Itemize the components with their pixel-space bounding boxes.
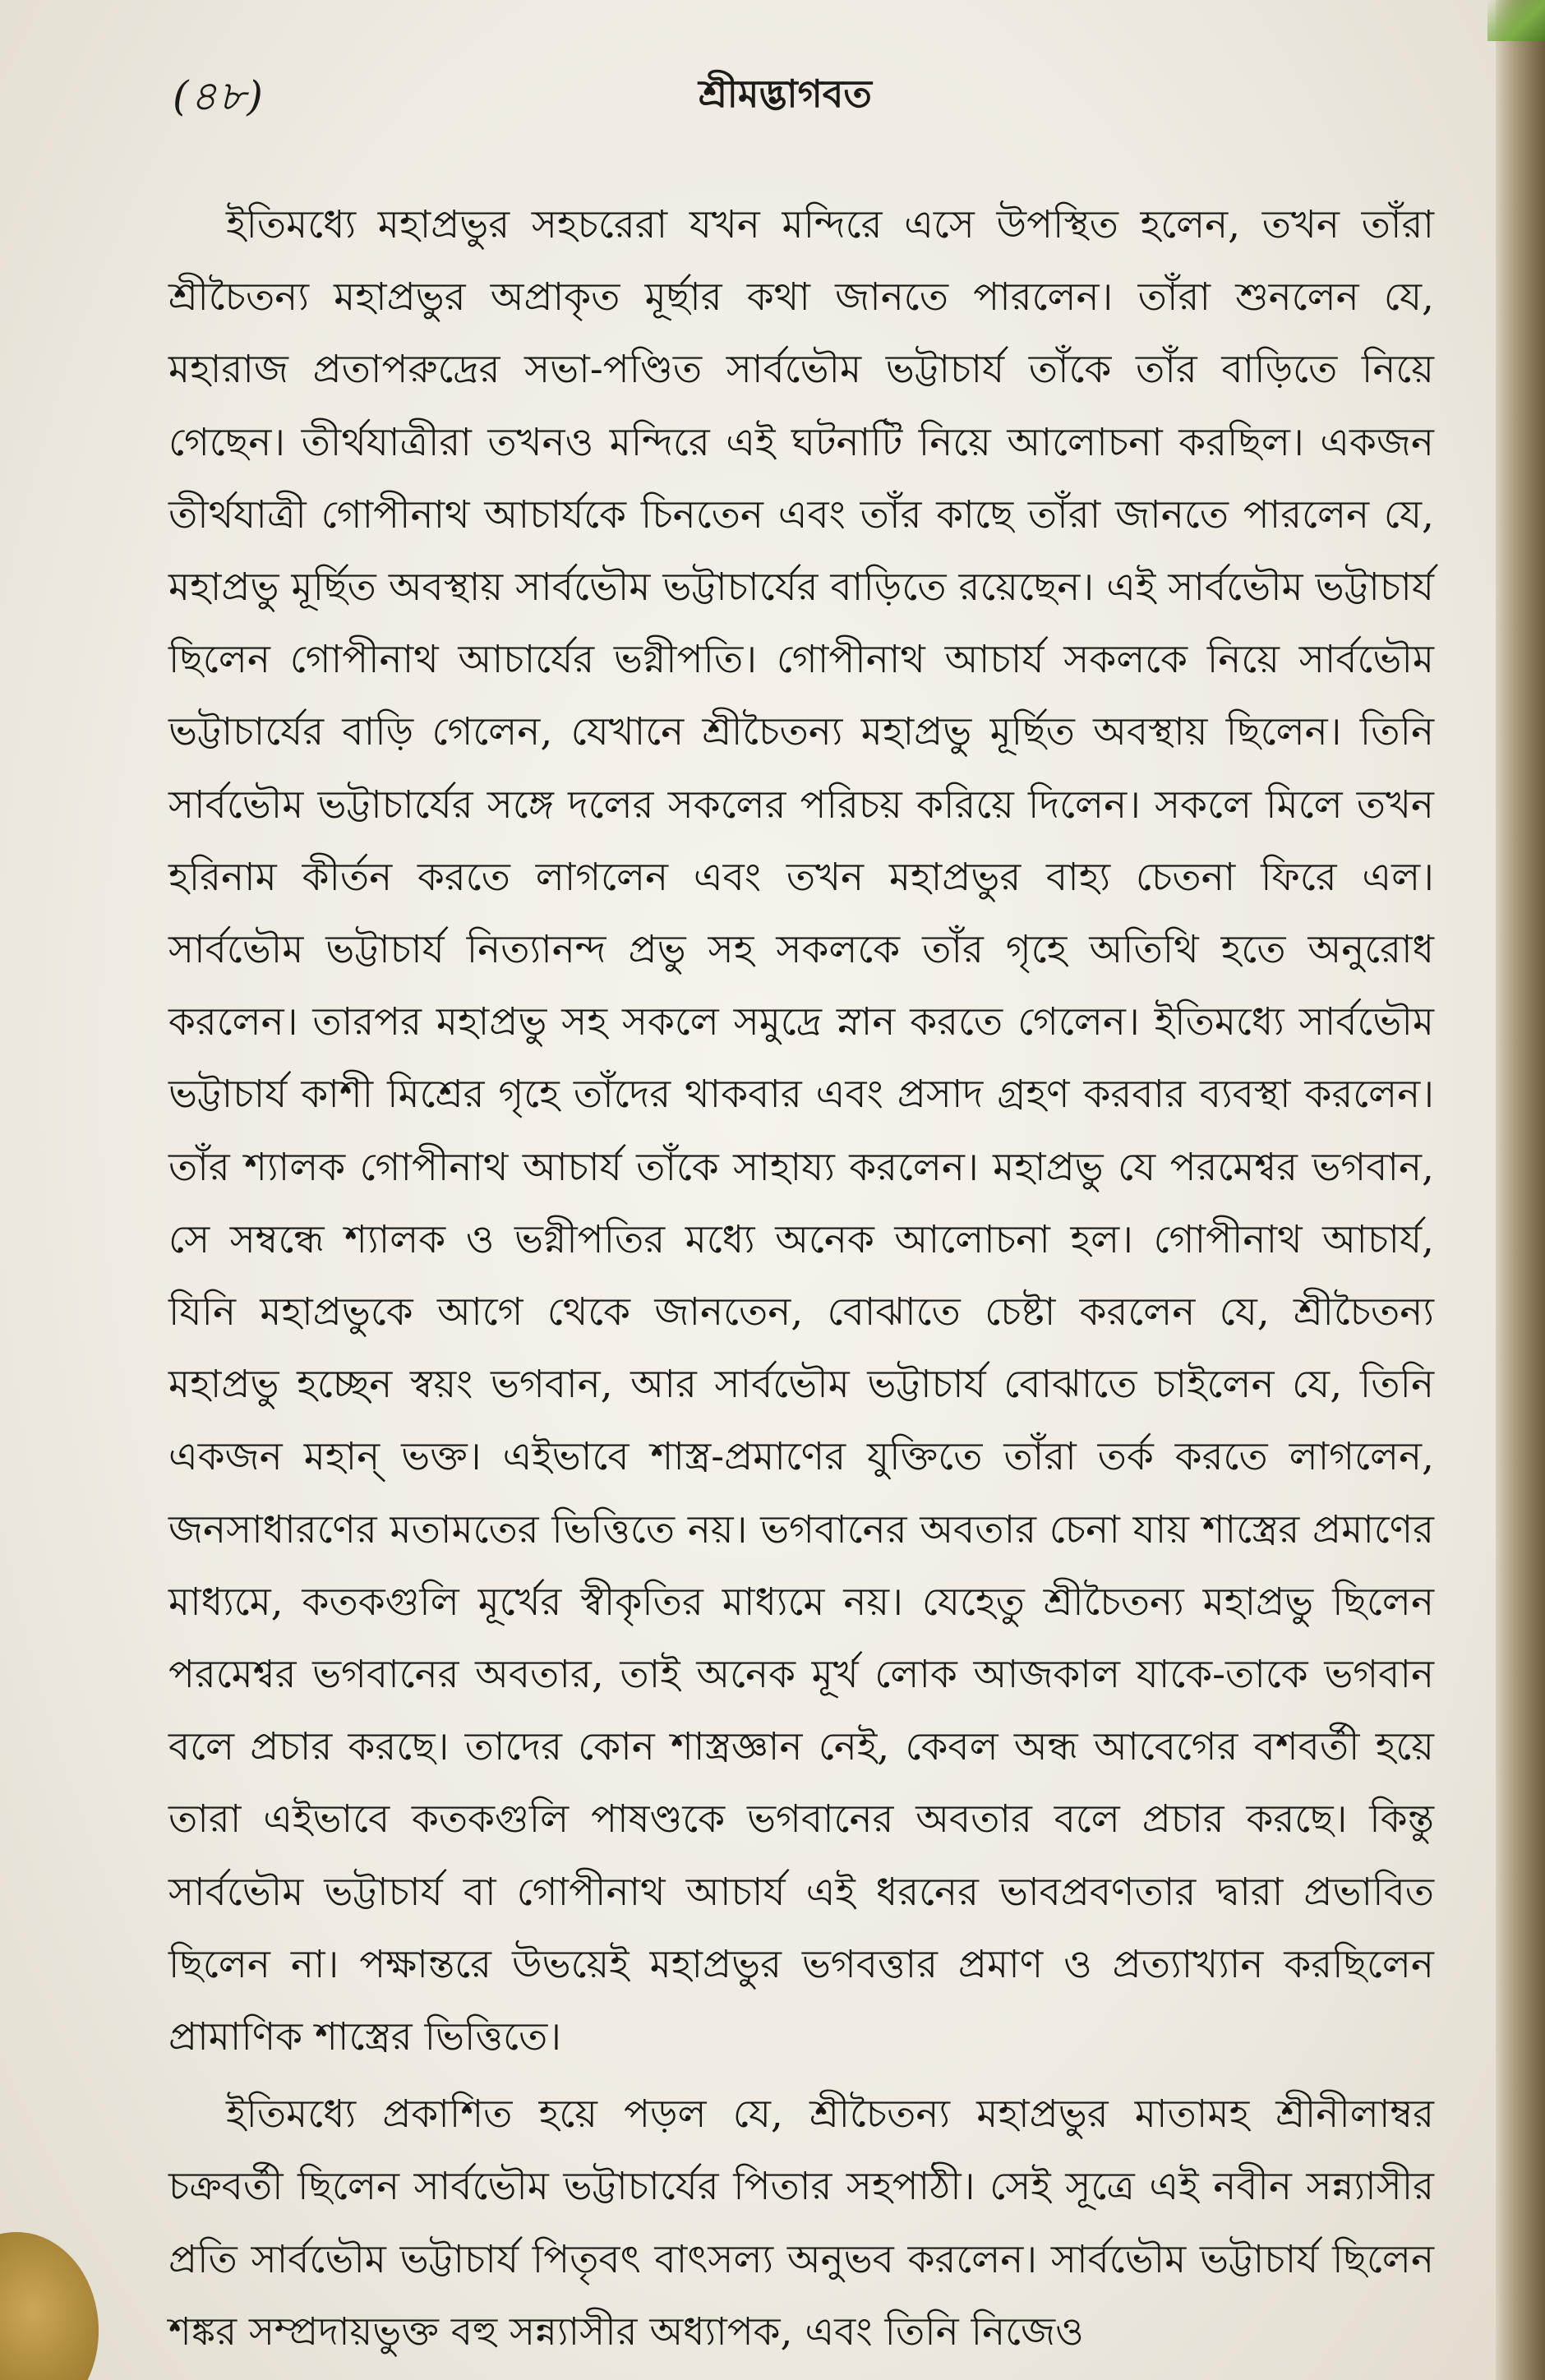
thumb-shadow — [0, 2232, 99, 2380]
page-header — [173, 66, 1422, 131]
paragraph-1: ইতিমধ্যে মহাপ্রভুর সহচরেরা যখন মন্দিরে এসে উপস্থিত হলেন, তখন তাঁরা শ্রীচৈতন্য মহাপ্রভুর অপ্রাকৃত মূর্ছার কথা জানতে পারলেন। তাঁরা শুনলেন যে, মহারাজ প্রতাপরুদ্রের সভা-পণ্ডিত সার্বভৌম ভট্টাচার্য তাঁকে তাঁর বাড়িতে নিয়ে গেছেন। তীর্থযাত্রীরা তখনও মন্দিরে এই ঘটনাটি নিয়ে আলোচনা করছিল। একজন তীর্থযাত্রী গোপীনাথ আচার্যকে চিনতেন এবং তাঁর কাছে তাঁরা জানতে পারলেন যে, মহাপ্রভু মূর্ছিত অবস্থায় সার্বভৌম ভট্টাচার্যের বাড়িতে রয়েছেন। এই সার্বভৌম ভট্টাচার্য ছিলেন গোপীনাথ আচার্যের ভগ্নীপতি। গোপীনাথ আচার্য সকলকে নিয়ে সার্বভৌম ভট্টাচার্যের বাড়ি গেলেন, যেখানে শ্রীচৈতন্য মহাপ্রভু মূর্ছিত অবস্থায় ছিলেন। তিনি সার্বভৌম ভট্টাচার্যের সঙ্গে দলের সকলের পরিচয় করিয়ে দিলেন। সকলে মিলে তখন হরিনাম কীর্তন করতে লাগলেন এবং তখন মহাপ্রভুর বাহ্য চেতনা ফিরে এল। সার্বভৌম ভট্টাচার্য নিত্যানন্দ প্রভু সহ সকলকে তাঁর গৃহে অতিথি হতে অনুরোধ করলেন। তারপর মহাপ্রভু সহ সকলে সমুদ্রে স্নান করতে গেলেন। ইতিমধ্যে সার্বভৌম ভট্টাচার্য কাশী মিশ্রের গৃহে তাঁদের থাকবার এবং প্রসাদ গ্রহণ করবার ব্যবস্থা করলেন। তাঁর শ্যালক গোপীনাথ আচার্য তাঁকে সাহায্য করলেন। মহাপ্রভু যে পরমেশ্বর ভগবান, সে সম্বন্ধে শ্যালক ও ভগ্নীপতির মধ্যে অনেক আলোচনা হল। গোপীনাথ আচার্য, যিনি মহাপ্রভুকে আগে থেকে জানতেন, বোঝাতে চেষ্টা করলেন যে, শ্রীচৈতন্য মহাপ্রভু হচ্ছেন স্বয়ং ভগবান, আর সার্বভৌম ভট্টাচার্য বোঝাতে চাইলেন যে, তিনি একজন মহান্ ভক্ত। এইভাবে শাস্ত্র-প্রমাণের যুক্তিতে তাঁরা তর্ক করতে লাগলেন, জনসাধারণের মতামতের ভিত্তিতে নয়। ভগবানের অবতার চেনা যায় শাস্ত্রের প্রমাণের মাধ্যমে, কতকগুলি মূর্খের স্বীকৃতির মাধ্যমে নয়। যেহেতু শ্রীচৈতন্য মহাপ্রভু ছিলেন পরমেশ্বর ভগবানের অবতার, তাই অনেক মূর্খ লোক আজকাল যাকে-তাকে ভগবান বলে প্রচার করছে। তাদের কোন শাস্ত্রজ্ঞান নেই, কেবল অন্ধ আবেগের বশবর্তী হয়ে তারা এইভাবে কতকগুলি পাষণ্ডকে ভগবানের অবতার বলে প্রচার করছে। কিন্তু সার্বভৌম ভট্টাচার্য বা গোপীনাথ আচার্য এই ধরনের ভাবপ্রবণতার দ্বারা প্রভাবিত ছিলেন না। পক্ষান্তরে উভয়েই মহাপ্রভুর ভগবত্তার প্রমাণ ও প্রত্যাখ্যান করছিলেন প্রামাণিক শাস্ত্রের ভিত্তিতে। — [168, 202, 1434, 2060]
page-edge — [1496, 0, 1545, 2380]
page-number: (৪৮) — [173, 72, 265, 120]
running-title: শ্রীমদ্ভাগবত — [699, 71, 872, 116]
body-text — [168, 189, 1434, 2368]
background-corner — [1487, 0, 1545, 41]
paragraph-2: ইতিমধ্যে প্রকাশিত হয়ে পড়ল যে, শ্রীচৈতন্য মহাপ্রভুর মাতামহ শ্রীনীলাম্বর চক্রবর্তী ছিলেন সার্বভৌম ভট্টাচার্যের পিতার সহপাঠী। সেই সূত্রে এই নবীন সন্ন্যাসীর প্রতি সার্বভৌম ভট্টাচার্য পিতৃবৎ বাৎসল্য অনুভব করলেন। সার্বভৌম ভট্টাচার্য ছিলেন শঙ্কর সম্প্রদায়ভুক্ত বহু সন্ন্যাসীর অধ্যাপক, এবং তিনি নিজেও — [168, 2092, 1434, 2355]
